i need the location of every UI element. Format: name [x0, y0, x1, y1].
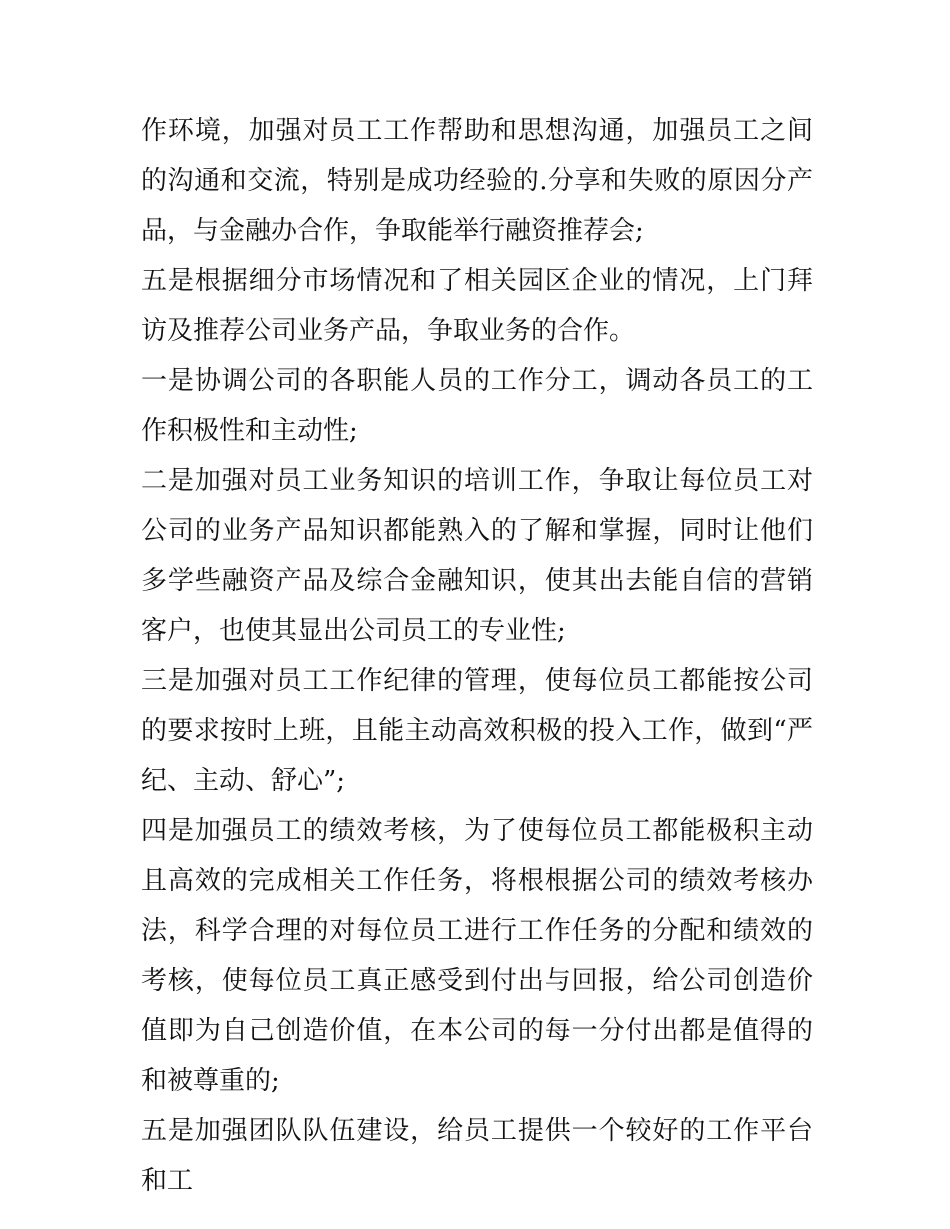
- document-body: [141, 106, 813, 1206]
- paragraph-1: 作环境，加强对员工工作帮助和思想沟通，加强员工之间的沟通和交流，特别是成功经验的.分享和失败的原因分产品，与金融办合作，争取能举行融资推荐会;: [141, 116, 813, 246]
- paragraph-2: 五是根据细分市场情况和了相关园区企业的情况，上门拜访及推荐公司业务产品，争取业务的合作。: [141, 266, 813, 346]
- paragraph-6: 四是加强员工的绩效考核，为了使每位员工都能极积主动且高效的完成相关工作任务，将根根据公司的绩效考核办法，科学合理的对每位员工进行工作任务的分配和绩效的考核，使每位员工真正感受到付出与回报，给公司创造价值即为自己创造价值，在本公司的每一分付出都是值得的和被尊重的;: [141, 816, 813, 1096]
- paragraph-7: 五是加强团队队伍建设，给员工提供一个较好的工作平台和工: [141, 1116, 813, 1196]
- paragraph-3: 一是协调公司的各职能人员的工作分工，调动各员工的工作积极性和主动性;: [141, 366, 813, 446]
- paragraph-5: 三是加强对员工工作纪律的管理，使每位员工都能按公司的要求按时上班，且能主动高效积极的投入工作，做到“严纪、主动、舒心”;: [141, 666, 813, 796]
- paragraph-4: 二是加强对员工业务知识的培训工作，争取让每位员工对公司的业务产品知识都能熟入的了解和掌握，同时让他们多学些融资产品及综合金融知识，使其出去能自信的营销客户，也使其显出公司员工的专业性;: [141, 466, 813, 646]
